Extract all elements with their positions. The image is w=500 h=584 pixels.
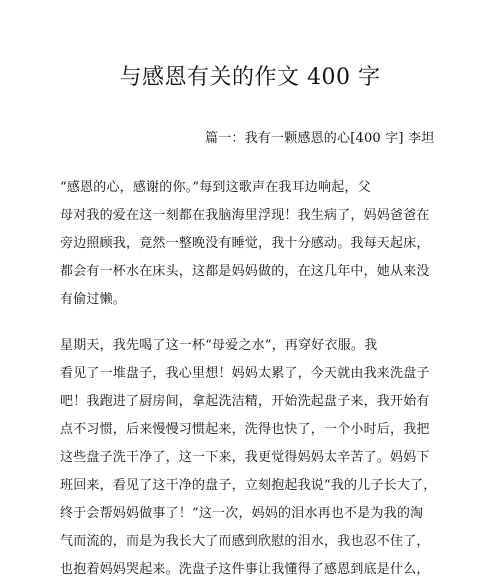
paragraph-2: 星期天，我先喝了这一杯“母爱之水”，再穿好衣服。我 看见了一堆盘子，我心里想！妈妈太累了，今天就由我来洗盘子 吧！我跑进了厨房间，拿起洗洁精，开始洗起盘子来，我开始有 点不习惯，后来慢慢习惯起来，洗得也快了，一个小时后，我把 这些盘子洗干净了，这一下来，我更觉得妈妈太辛苦了。妈妈下 班回来，看见了这干净的盘子，立刻抱起我说“我的儿子长大了， 终于会帮妈妈做事了！”这一次，妈妈的泪水再也不是为我的淘 气而流的，而是为我长大了而感到欣慰的泪水，我也忍不住了， 也抱着妈妈哭起来。洗盘子这件事让我懂得了感恩到底是什么， — [60, 338, 437, 577]
paragraph-1: “感恩的心，感谢的你。”每到这歌声在我耳边响起，父 母对我的爱在这一刻都在我脑海里浮现！我生病了，妈妈爸爸在 旁边照顾我，竟然一整晚没有睡觉，我十分感动。我每天起床， 都会有一杯水在床头，这都是妈妈做的，在这几年中，她从来没 有偷过懒。 — [60, 180, 430, 307]
document-subtitle: 篇一：我有一颗感恩的心[400 字] 李坦 — [205, 131, 435, 146]
document-title: 与感恩有关的作文 400 字 — [119, 65, 381, 90]
